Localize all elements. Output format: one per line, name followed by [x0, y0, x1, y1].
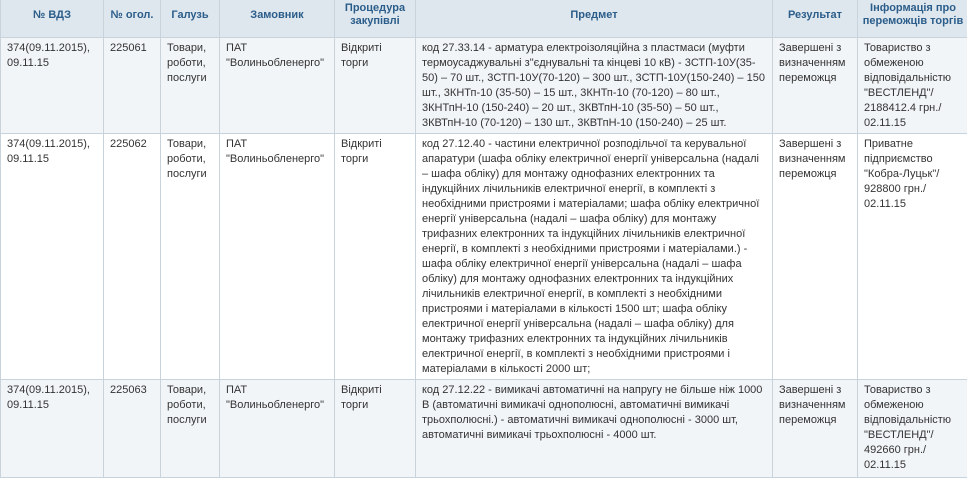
cell-procedure: Відкриті торги — [335, 380, 416, 478]
cell-predmet: код 27.12.22 - вимикачі автоматичні на напругу не більше ніж 1000 В (автоматичні вимикачі однополюсні, автоматичні вимикачі трьохполюсні.) - автоматичні вимикачі однополюсні - 3000 шт, автоматичні вимикачі трьохполюсні - 4000 шт. — [416, 380, 773, 478]
cell-ogol: 225061 — [104, 38, 161, 134]
cell-haluz: Товари, роботи, послуги — [161, 380, 220, 478]
cell-predmet: код 27.12.40 - частини електричної розподільчої та керувальної апаратури (шафа обліку електричної енергії універсальна (надалі – шафа обліку) для монтажу однофазних електронних та індукційних лічильників електричної енергії, в комплекті з необхідними пристроями і матеріалами; шафа обліку електричної енергії універсальна (надалі – шафа обліку) для монтажу трифазних електронних та індукційних лічильників електричної енергії, в комплекті з необхідними пристроями і матеріалами.) - шафа обліку електричної енергії універсальна (надалі – шафа обліку) для монтажу однофазних електронних та індукційних лічильників електричної енергії, в комплекті з необхідними пристроями і матеріалами в кількості 1500 шт; шафа обліку електричної енергії універсальна (надалі – шафа обліку) для монтажу трифазних електронних та індукційних лічильників електричної енергії, в комплекті з необхідними пристроями і матеріалами в кількості 2000 шт; — [416, 134, 773, 380]
cell-vdz: 374(09.11.2015), 09.11.15 — [1, 38, 104, 134]
cell-zamovnyk: ПАТ "Волиньобленерго" — [220, 38, 335, 134]
cell-vdz: 374(09.11.2015), 09.11.15 — [1, 134, 104, 380]
cell-ogol: 225063 — [104, 380, 161, 478]
cell-result: Завершені з визначенням переможця — [773, 38, 858, 134]
table-header-row — [1, 0, 967, 38]
cell-result: Завершені з визначенням переможця — [773, 380, 858, 478]
cell-ogol: 225062 — [104, 134, 161, 380]
cell-zamovnyk: ПАТ "Волиньобленерго" — [220, 134, 335, 380]
header-predmet[interactable]: Предмет — [416, 0, 773, 38]
cell-haluz: Товари, роботи, послуги — [161, 38, 220, 134]
header-result[interactable]: Результат — [773, 0, 858, 38]
header-zamovnyk[interactable]: Замовник — [220, 0, 335, 38]
cell-procedure: Відкриті торги — [335, 38, 416, 134]
cell-zamovnyk: ПАТ "Волиньобленерго" — [220, 380, 335, 478]
table-row — [1, 38, 967, 134]
header-vdz[interactable]: № ВДЗ — [1, 0, 104, 38]
cell-haluz: Товари, роботи, послуги — [161, 134, 220, 380]
cell-winner: Товариство з обмеженою відповідальністю "ВЕСТЛЕНД"/ 492660 грн./ 02.11.15 — [858, 380, 967, 478]
table-row — [1, 134, 967, 380]
table-row — [1, 380, 967, 478]
cell-procedure: Відкриті торги — [335, 134, 416, 380]
header-winner[interactable]: Інформація про переможців торгів — [858, 0, 967, 38]
cell-result: Завершені з визначенням переможця — [773, 134, 858, 380]
cell-winner: Приватне підприємство "Кобра-Луцьк"/ 928800 грн./ 02.11.15 — [858, 134, 967, 380]
cell-winner: Товариство з обмеженою відповідальністю "ВЕСТЛЕНД"/ 2188412.4 грн./ 02.11.15 — [858, 38, 967, 134]
header-procedure[interactable]: Процедура закупівлі — [335, 0, 416, 38]
cell-predmet: код 27.33.14 - арматура електроізоляційна з пластмаси (муфти термоусаджувальні з"єднувальні та кінцеві 10 кВ) - 3СТП-10У(35-50) – 70 шт., 3СТП-10У(70-120) – 300 шт., 3СТП-10У(150-240) – 150 шт., 3КНТп-10 (35-50) – 15 шт., 3КНТп-10 (70-120) – 80 шт., 3КНТпН-10 (150-240) – 20 шт., 3КВТпН-10 (35-50) – 50 шт., 3КВТпН-10 (70-120) – 130 шт., 3КВТпН-10 (150-240) – 25 шт. — [416, 38, 773, 134]
header-haluz[interactable]: Галузь — [161, 0, 220, 38]
cell-vdz: 374(09.11.2015), 09.11.15 — [1, 380, 104, 478]
header-ogol[interactable]: № огол. — [104, 0, 161, 38]
